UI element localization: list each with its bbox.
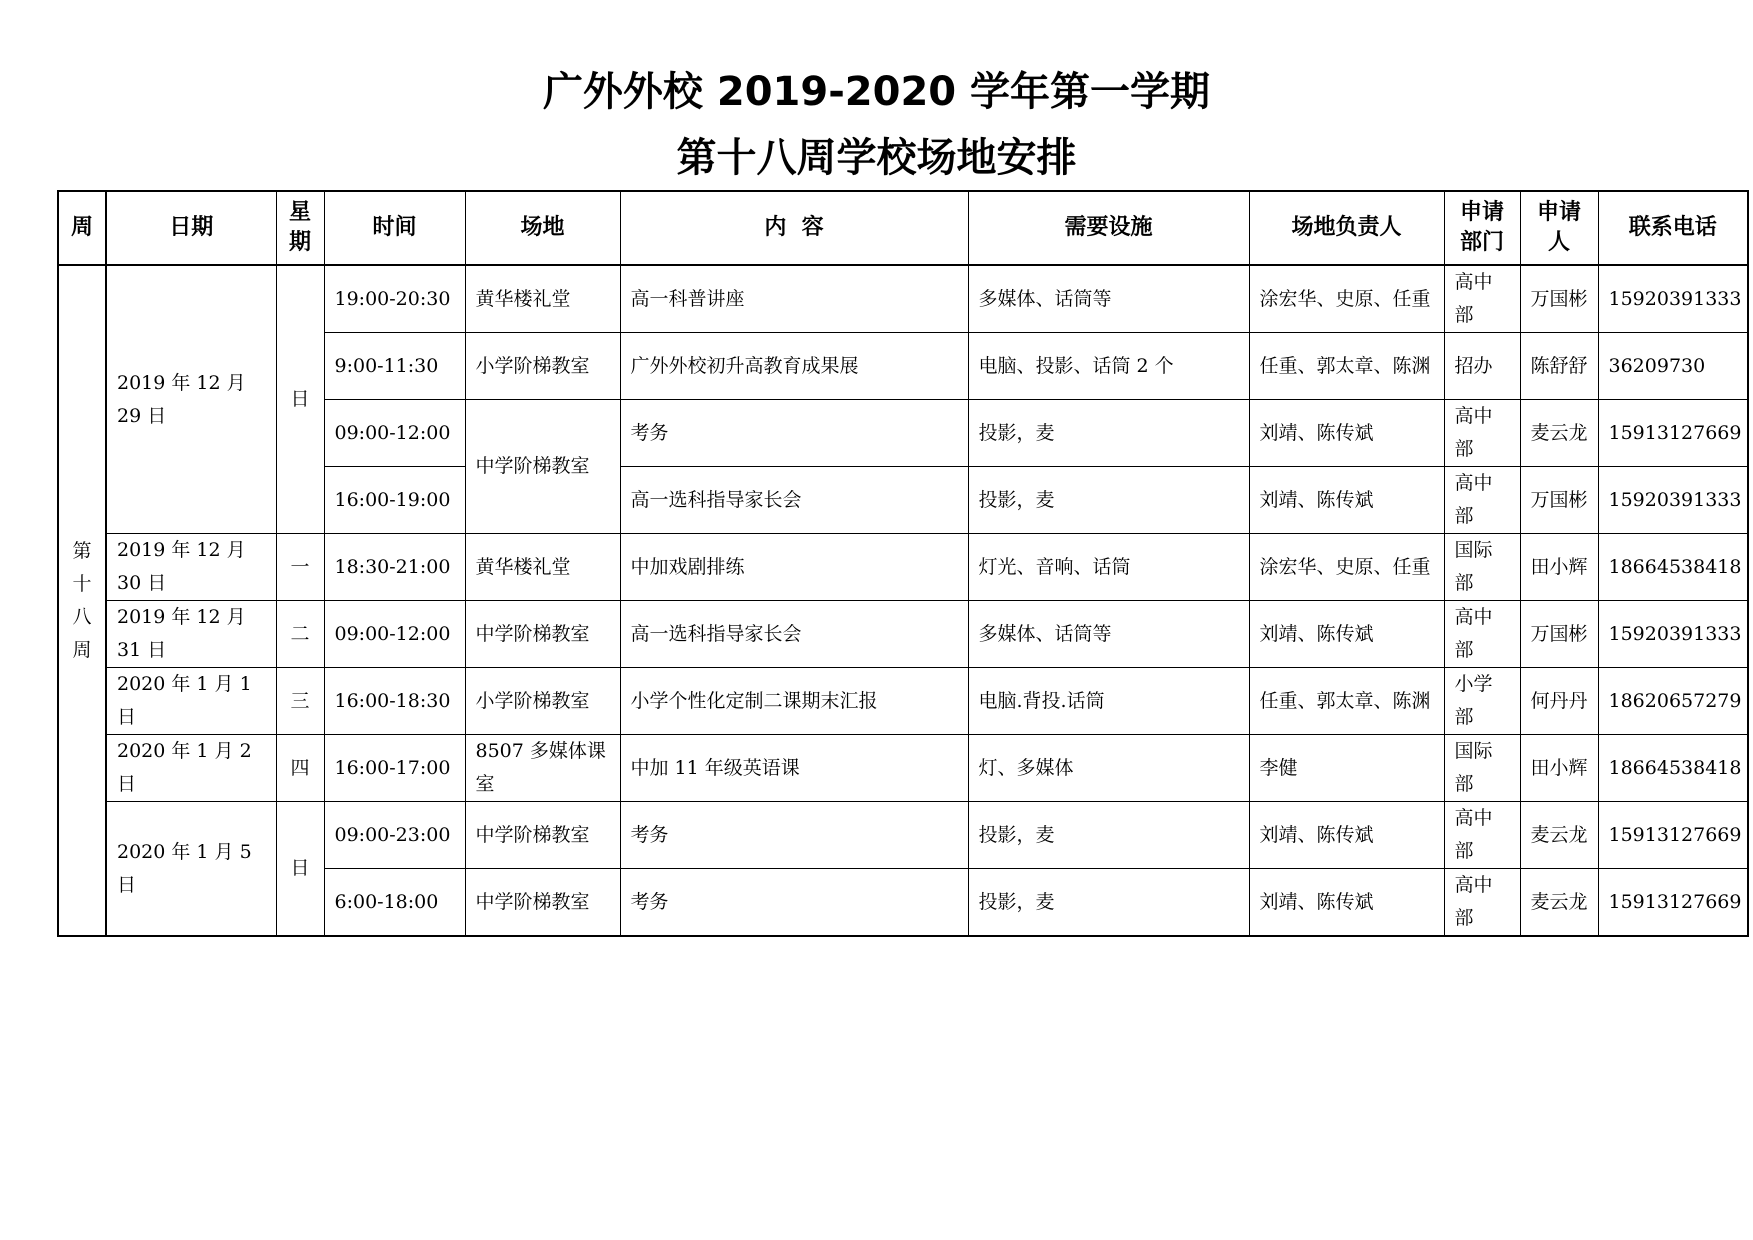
applicant-cell: 田小辉 bbox=[1520, 735, 1598, 802]
phone-cell: 18664538418 bbox=[1598, 534, 1748, 601]
manager-cell: 李健 bbox=[1249, 735, 1444, 802]
date-cell: 2019 年 12 月 29 日 bbox=[106, 265, 276, 534]
time-cell: 6:00-18:00 bbox=[324, 869, 465, 937]
header-venue: 场地 bbox=[465, 191, 620, 265]
dept-cell: 高中部 bbox=[1444, 869, 1520, 937]
header-weekday-line1: 星 bbox=[288, 200, 311, 225]
facilities-cell: 投影，麦 bbox=[968, 869, 1249, 937]
venue-cell: 8507 多媒体课室 bbox=[465, 735, 620, 802]
time-cell: 16:00-19:00 bbox=[324, 467, 465, 534]
venue-cell: 中学阶梯教室 bbox=[465, 400, 620, 534]
date-cell: 2020 年 1 月 1 日 bbox=[106, 668, 276, 735]
venue-cell: 中学阶梯教室 bbox=[465, 802, 620, 869]
venue-cell: 中学阶梯教室 bbox=[465, 601, 620, 668]
content-cell: 考务 bbox=[620, 802, 968, 869]
phone-cell: 36209730 bbox=[1598, 333, 1748, 400]
phone-cell: 18620657279 bbox=[1598, 668, 1748, 735]
date-cell: 2020 年 1 月 2 日 bbox=[106, 735, 276, 802]
applicant-cell: 陈舒舒 bbox=[1520, 333, 1598, 400]
dept-cell: 高中部 bbox=[1444, 265, 1520, 333]
dept-cell: 高中部 bbox=[1444, 467, 1520, 534]
table-row bbox=[58, 668, 1748, 735]
facilities-cell: 电脑.背投.话筒 bbox=[968, 668, 1249, 735]
manager-cell: 涂宏华、史原、任重 bbox=[1249, 534, 1444, 601]
table-row bbox=[58, 601, 1748, 668]
content-cell: 小学个性化定制二课期末汇报 bbox=[620, 668, 968, 735]
time-cell: 09:00-12:00 bbox=[324, 601, 465, 668]
date-cell: 2020 年 1 月 5 日 bbox=[106, 802, 276, 937]
facilities-cell: 灯、多媒体 bbox=[968, 735, 1249, 802]
facilities-cell: 多媒体、话筒等 bbox=[968, 265, 1249, 333]
dept-cell: 高中部 bbox=[1444, 802, 1520, 869]
table-header-row bbox=[58, 191, 1748, 265]
time-cell: 16:00-17:00 bbox=[324, 735, 465, 802]
applicant-cell: 万国彬 bbox=[1520, 601, 1598, 668]
week-cell bbox=[58, 265, 106, 936]
table-row bbox=[58, 265, 1748, 333]
weekday-cell: 一 bbox=[276, 534, 324, 601]
weekday-cell: 日 bbox=[276, 802, 324, 937]
applicant-cell: 麦云龙 bbox=[1520, 400, 1598, 467]
facilities-cell: 多媒体、话筒等 bbox=[968, 601, 1249, 668]
facilities-cell: 电脑、投影、话筒 2 个 bbox=[968, 333, 1249, 400]
applicant-cell: 田小辉 bbox=[1520, 534, 1598, 601]
header-time: 时间 bbox=[324, 191, 465, 265]
week-char: 十 bbox=[72, 572, 92, 595]
applicant-cell: 何丹丹 bbox=[1520, 668, 1598, 735]
dept-cell: 国际部 bbox=[1444, 735, 1520, 802]
manager-cell: 任重、郭太章、陈渊 bbox=[1249, 333, 1444, 400]
manager-cell: 刘靖、陈传斌 bbox=[1249, 467, 1444, 534]
header-dept-line1: 申请 bbox=[1459, 200, 1504, 225]
applicant-cell: 万国彬 bbox=[1520, 265, 1598, 333]
applicant-cell: 麦云龙 bbox=[1520, 869, 1598, 937]
week-char: 第 bbox=[72, 539, 92, 562]
table-row bbox=[58, 802, 1748, 869]
applicant-cell: 麦云龙 bbox=[1520, 802, 1598, 869]
date-cell: 2019 年 12 月 30 日 bbox=[106, 534, 276, 601]
manager-cell: 刘靖、陈传斌 bbox=[1249, 601, 1444, 668]
time-cell: 19:00-20:30 bbox=[324, 265, 465, 333]
venue-cell: 黄华楼礼堂 bbox=[465, 265, 620, 333]
dept-cell: 招办 bbox=[1444, 333, 1520, 400]
time-cell: 9:00-11:30 bbox=[324, 333, 465, 400]
weekday-cell: 日 bbox=[276, 265, 324, 534]
date-cell: 2019 年 12 月 31 日 bbox=[106, 601, 276, 668]
table-row bbox=[58, 735, 1748, 802]
dept-cell: 小学部 bbox=[1444, 668, 1520, 735]
document-subtitle: 第十八周学校场地安排 bbox=[676, 135, 1077, 181]
content-cell: 广外外校初升高教育成果展 bbox=[620, 333, 968, 400]
phone-cell: 15913127669 bbox=[1598, 400, 1748, 467]
weekday-cell: 四 bbox=[276, 735, 324, 802]
content-cell: 考务 bbox=[620, 869, 968, 937]
week-char: 周 bbox=[72, 638, 92, 661]
header-content: 内 容 bbox=[620, 191, 968, 265]
manager-cell: 刘靖、陈传斌 bbox=[1249, 802, 1444, 869]
header-date: 日期 bbox=[106, 191, 276, 265]
header-applicant bbox=[1520, 191, 1598, 265]
content-cell: 高一选科指导家长会 bbox=[620, 601, 968, 668]
time-cell: 09:00-23:00 bbox=[324, 802, 465, 869]
manager-cell: 任重、郭太章、陈渊 bbox=[1249, 668, 1444, 735]
facilities-cell: 投影，麦 bbox=[968, 467, 1249, 534]
content-cell: 考务 bbox=[620, 400, 968, 467]
header-weekday-line2: 期 bbox=[288, 230, 311, 255]
table-row bbox=[58, 534, 1748, 601]
content-cell: 高一选科指导家长会 bbox=[620, 467, 968, 534]
phone-cell: 15920391333 bbox=[1598, 265, 1748, 333]
header-dept-line2: 部门 bbox=[1459, 230, 1504, 255]
time-cell: 09:00-12:00 bbox=[324, 400, 465, 467]
dept-cell: 高中部 bbox=[1444, 400, 1520, 467]
venue-cell: 黄华楼礼堂 bbox=[465, 534, 620, 601]
header-week: 周 bbox=[58, 191, 106, 265]
dept-cell: 国际部 bbox=[1444, 534, 1520, 601]
applicant-cell: 万国彬 bbox=[1520, 467, 1598, 534]
header-dept bbox=[1444, 191, 1520, 265]
header-weekday bbox=[276, 191, 324, 265]
content-cell: 中加 11 年级英语课 bbox=[620, 735, 968, 802]
manager-cell: 刘靖、陈传斌 bbox=[1249, 400, 1444, 467]
dept-cell: 高中部 bbox=[1444, 601, 1520, 668]
venue-schedule-table bbox=[57, 190, 1749, 937]
header-phone: 联系电话 bbox=[1598, 191, 1748, 265]
weekday-cell: 二 bbox=[276, 601, 324, 668]
phone-cell: 15920391333 bbox=[1598, 601, 1748, 668]
facilities-cell: 投影，麦 bbox=[968, 400, 1249, 467]
header-applicant-line1: 申请 bbox=[1536, 200, 1581, 225]
week-char: 八 bbox=[72, 605, 92, 628]
header-manager: 场地负责人 bbox=[1249, 191, 1444, 265]
weekday-cell: 三 bbox=[276, 668, 324, 735]
header-applicant-line2: 人 bbox=[1547, 230, 1570, 255]
manager-cell: 刘靖、陈传斌 bbox=[1249, 869, 1444, 937]
content-cell: 中加戏剧排练 bbox=[620, 534, 968, 601]
phone-cell: 15913127669 bbox=[1598, 869, 1748, 937]
phone-cell: 15913127669 bbox=[1598, 802, 1748, 869]
manager-cell: 涂宏华、史原、任重 bbox=[1249, 265, 1444, 333]
facilities-cell: 投影，麦 bbox=[968, 802, 1249, 869]
venue-cell: 小学阶梯教室 bbox=[465, 668, 620, 735]
time-cell: 18:30-21:00 bbox=[324, 534, 465, 601]
content-cell: 高一科普讲座 bbox=[620, 265, 968, 333]
phone-cell: 18664538418 bbox=[1598, 735, 1748, 802]
venue-cell: 中学阶梯教室 bbox=[465, 869, 620, 937]
document-title: 广外外校 2019-2020 学年第一学期 bbox=[542, 69, 1211, 115]
time-cell: 16:00-18:30 bbox=[324, 668, 465, 735]
phone-cell: 15920391333 bbox=[1598, 467, 1748, 534]
venue-cell: 小学阶梯教室 bbox=[465, 333, 620, 400]
facilities-cell: 灯光、音响、话筒 bbox=[968, 534, 1249, 601]
header-facilities: 需要设施 bbox=[968, 191, 1249, 265]
